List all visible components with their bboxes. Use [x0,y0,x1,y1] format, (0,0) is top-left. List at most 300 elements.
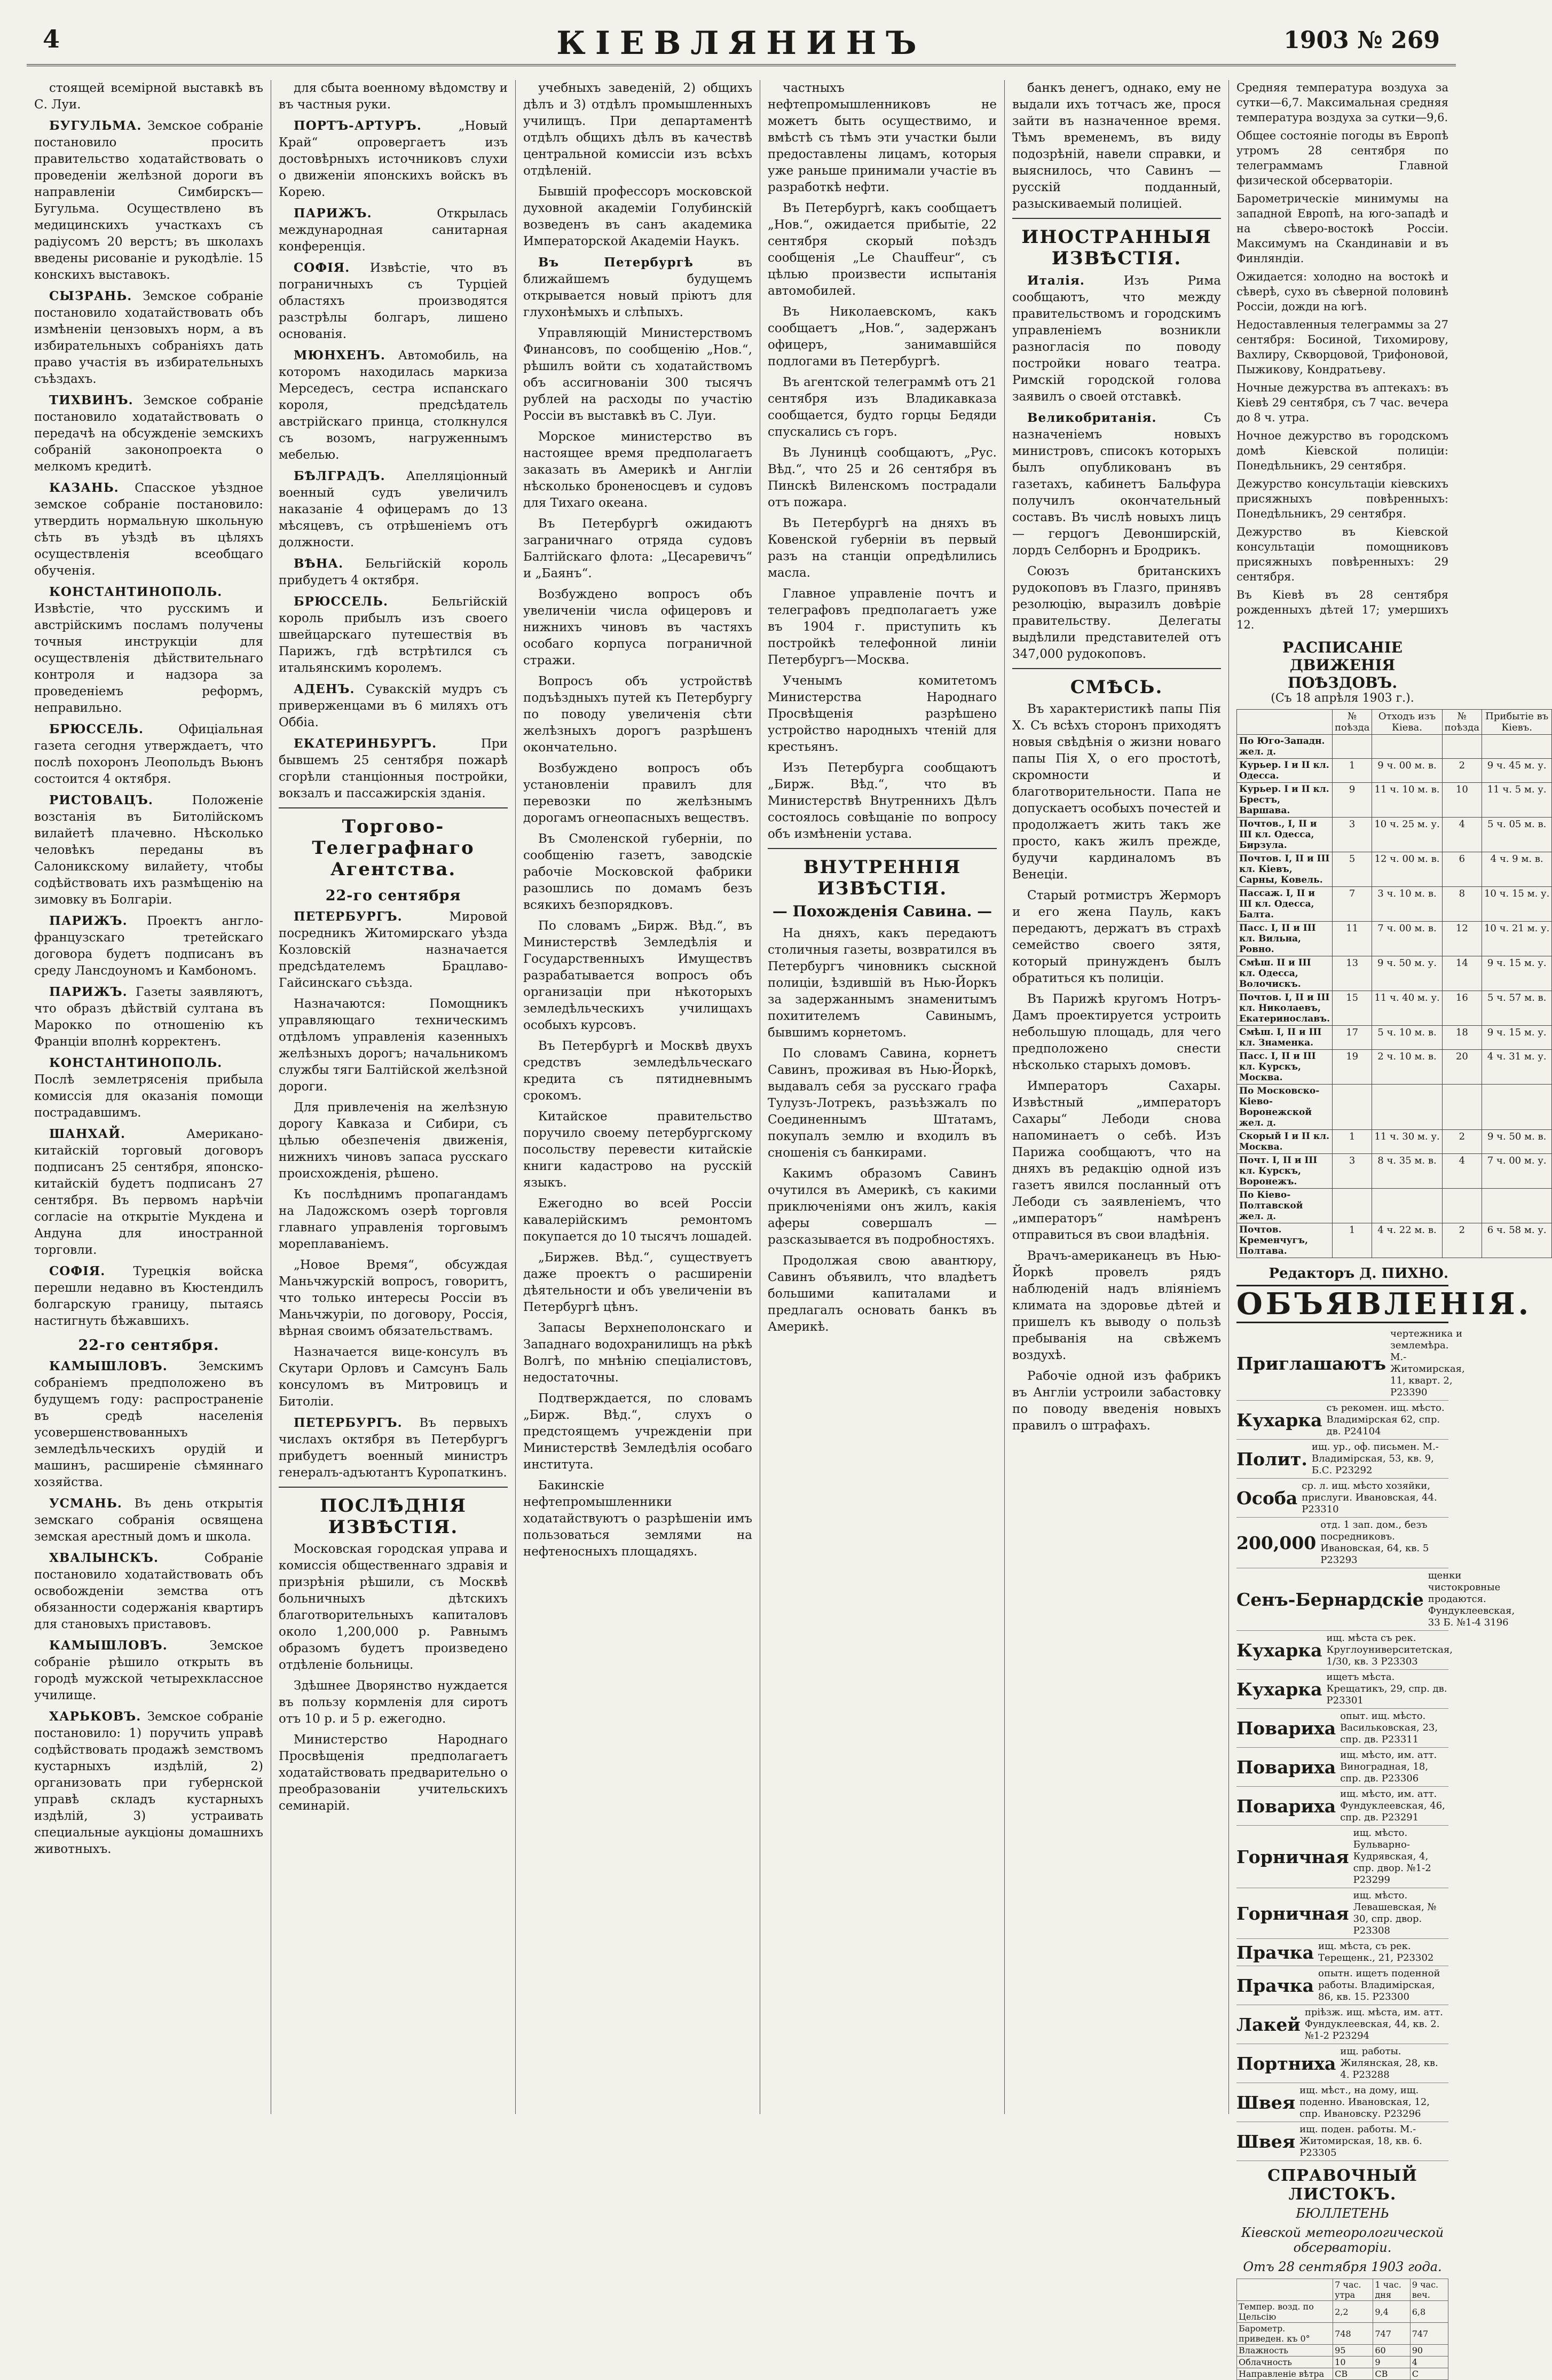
item-text: Бельгійскій король прибудетъ 4 октября. [279,557,508,587]
timetable-row [1237,1154,1552,1189]
news-item [279,996,508,1095]
news-item [279,1415,508,1481]
train-route: По Московско-Кіево-Воронежской жел. д. [1237,1085,1333,1130]
item-text: Сувакскій мудръ съ приверженцами въ 6 миляхъ отъ Оббіа. [279,682,508,729]
arrival-time: 10 ч. 21 м. у. [1482,922,1551,956]
weather-cell [1237,2279,1333,2301]
train-route: Пассаж. I, II и III кл. Одесса, Балта. [1237,887,1333,922]
column-6 [1229,80,1550,2379]
dateline: ШАНХАЙ. [49,1127,125,1141]
item-text: Спасское уѣздное земское собраніе постановило: утвердить нормальную школьную сѣть въ уѣздѣ въ цѣляхъ осуществленія всеобщаго обученія. [34,481,263,578]
news-item [34,1126,263,1259]
item-text: Собраніе постановило ходатайствовать объ освобожденіи земства отъ обязанности содержанія квартиръ для становыхъ приставовъ. [34,1551,263,1631]
news-item [523,918,752,1034]
train-route: Скорый I и II кл. Москва. [1237,1130,1333,1154]
item-text: Изъ Рима сообщаютъ, что между правительствомъ и городскимъ управленіемъ возникли разногласія по поводу постройки новаго театра. Римскій городской голова заявилъ о своей отставкѣ. [1012,274,1221,404]
dateline: ПАРИЖЪ. [294,206,372,221]
news-item [523,184,752,250]
news-item [768,586,997,669]
train-route: Пасс. I, II и III кл. Вильна, Ровно. [1237,922,1333,956]
train-number [1333,1189,1372,1223]
news-item [34,117,263,284]
item-text: Земское собраніе постановило просить правительство ходатайствовать о проведеніи желѣзной дороги въ направленіи Симбирскъ—Бугульма. Осуществлено въ медицинскихъ участкахъ съ радіусомъ 20 верстъ; въ школахъ введены рисованіе и рукодѣліе. 15 конскихъ выставокъ. [34,119,263,282]
ads-title: ОБЪЯВЛЕНІЯ. [1236,1285,1448,1323]
weather-cell: Влажность [1237,2345,1333,2357]
train-route: По Юго-Западн. жел. д. [1237,735,1333,759]
item-text: Земскимъ собраніемъ предположено въ будущемъ году: распространеніе въ средѣ населенія усовершенствованныхъ земледѣльческихъ орудій и машинъ, расширеніе сѣмяннаго хозяйства. [34,1360,263,1489]
news-item [523,831,752,914]
classified-ad [1236,2005,1448,2044]
departure-time [1372,1085,1442,1130]
ad-keyword: Швея [1236,2131,1296,2152]
item-text: Подтверждается, по словамъ „Бирж. Вѣд.“, слухъ о предстоящемъ учрежденіи при Министерствѣ Земледѣлія особаго института. [523,1392,752,1472]
arrival-time [1482,735,1551,759]
item-text: Изъ Петербурга сообщаютъ „Бирж. Вѣд.“, что въ Министерствѣ Внутреннихъ Дѣлъ состоялось совѣщаніе по вопросу объ измѣненіи устава. [768,761,997,841]
ad-keyword: 200,000 [1236,1532,1317,1553]
dateline: БѢЛГРАДЪ. [294,469,385,483]
train-route: Почт. I, II и III кл. Курскъ, Воронежъ. [1237,1154,1333,1189]
train-number: 5 [1333,852,1372,887]
info-note: Ожидается: холодно на востокѣ и сѣверѣ, сухо въ сѣверной половинѣ Россіи, дожди на югѣ. [1236,270,1448,313]
news-item [279,260,508,343]
item-text: Рабочіе одной изъ фабрикъ въ Англіи устроили забастовку по поводу введенія новыхъ правилъ о штрафахъ. [1012,1369,1221,1433]
dateline: БРЮССЕЛЬ. [294,594,389,609]
section-heading: ВНУТРЕННІЯ ИЗВѢСТІЯ. [803,857,962,899]
section-heading: ПОСЛѢДНІЯ ИЗВѢСТІЯ. [319,1495,467,1538]
departure-time: 11 ч. 40 м. у. [1372,991,1442,1026]
ad-text: ищ. мѣсто. Левашевская, № 30, спр. двор. Р23308 [1353,1890,1437,1936]
news-item [1012,1368,1221,1434]
item-text: Въ Смоленской губерніи, по сообщенію газетъ, заводскіе рабочіе Московской фабрики разошлись по домамъ безъ всякихъ безпорядковъ. [523,832,752,912]
timetable-header: № поѣзда [1442,710,1482,735]
ad-text: пріѣзж. ищ. мѣста, им. атт. Фундуклеевская, 44, кв. 2. №1-2 Р23294 [1304,2007,1443,2041]
item-text: Министерство Народнаго Просвѣщенія предполагаетъ ходатайствовать предварительно о преобразованіи учительскихъ семинарій. [279,1733,508,1813]
weather-row [1237,2323,1448,2345]
news-item [279,347,508,464]
dateline: СОФІЯ. [49,1264,106,1278]
train-number: 15 [1333,991,1372,1026]
news-item [1012,1078,1221,1244]
timetable-row [1237,1050,1552,1085]
ad-text: ищ. мѣсто, им. атт. Фундуклеевская, 46, спр. дв. Р23291 [1340,1788,1445,1823]
editor-line: Редакторъ Д. ПИХНО. [1269,1266,1448,1282]
column-1 [27,80,271,2114]
classified-ad [1236,1479,1448,1518]
dateline: Въ Петербургѣ [538,255,694,270]
section-rule [279,807,508,808]
classified-ad [1236,2122,1448,2161]
news-item [523,80,752,179]
ad-text: ищ. мѣста съ рек. Круглоуниверситетская, 1/30, кв. 3 Р23303 [1326,1632,1453,1667]
classified-ad [1236,1709,1448,1748]
train-number: 10 [1442,783,1482,818]
dateline: ПАРИЖЪ. [49,914,128,928]
weather-cell: 9 [1373,2357,1410,2368]
news-item [1012,272,1221,405]
ad-keyword: Портниха [1236,2053,1336,2074]
item-text: На дняхъ, какъ передаютъ столичныя газеты, возвратился въ Петербургъ чиновникъ сыскной полиціи, ѣздившій въ Нью-Йоркъ за задержаннымъ знаменитымъ похитителемъ Савинымъ, бывшимъ корнетомъ. [768,926,997,1040]
item-text: Въ Николаевскомъ, какъ сообщаетъ „Нов.“, задержанъ офицеръ, занимавшійся подлогами въ Петербургѣ. [768,305,997,368]
timetable-subtitle: (Съ 18 апрѣля 1903 г.). [1271,692,1414,705]
news-item [279,117,508,201]
ad-text: ищетъ мѣста. Крещатикъ, 29, спр. дв. Р23301 [1326,1671,1447,1706]
news-item [1012,887,1221,987]
item-text: Управляющій Министерствомъ Финансовъ, по сообщенію „Нов.“, рѣшилъ войти съ ходатайствомъ объ ассигнованіи 300 тысячъ рублей на расходы по участію Россіи въ выставкѣ въ С. Луи. [523,326,752,423]
news-item [34,288,263,388]
train-number: 8 [1442,887,1482,922]
news-item [34,480,263,579]
dateline: МЮНХЕНЪ. [294,348,385,363]
news-item [768,1253,997,1336]
item-text: Бывшій профессоръ московской духовной академіи Голубинскій возведенъ въ санъ академика Императорской Академіи Наукъ. [523,185,752,248]
timetable-row [1237,759,1552,783]
news-item [1012,1248,1221,1364]
weather-cell: СВ [1373,2368,1410,2380]
news-item [34,1708,263,1858]
train-route: Почтов. I, II и III кл. Николаевъ, Екатеринославъ. [1237,991,1333,1026]
item-text: Возбуждено вопросъ объ установленіи правилъ для перевозки по желѣзнымъ дорогамъ огнеопасныхъ веществъ. [523,761,752,825]
news-item [1012,80,1221,213]
ads-list [1236,1326,1515,2161]
news-item [768,925,997,1041]
item-text: „Новый Край“ опровергаетъ изъ достовѣрныхъ источниковъ слухи о движеніи японскихъ войскъ въ Корею. [279,119,508,199]
weather-row [1237,2279,1448,2301]
train-number: 17 [1333,1026,1372,1050]
arrival-time: 4 ч. 9 м. в. [1482,852,1551,887]
train-route: По Кіево-Полтавской жел. д. [1237,1189,1333,1223]
ad-text: ищ. поден. работы. М.-Житомирская, 18, кв. 6. Р23305 [1299,2124,1422,2158]
dateline: КАМЫШЛОВЪ. [49,1359,168,1373]
timetable-row [1237,852,1552,887]
train-number: 16 [1442,991,1482,1026]
ad-text: ищ. ур., оф. письмен. М.-Владимірская, 53, кв. 9, Б.С. Р23292 [1311,1441,1439,1476]
train-route: Смѣш. II и III кл. Одесса, Волочискъ. [1237,956,1333,991]
timetable-row [1237,922,1552,956]
dateline: КАЗАНЬ. [49,481,119,495]
item-text: Съ назначеніемъ новыхъ министровъ, списокъ которыхъ былъ опубликованъ въ газетахъ, кабинетъ Бальфура получилъ окончательный составъ. Въ числѣ новыхъ лицъ — герцогъ Девонширскій, лордъ Селборнъ и Брoдрикъ. [1012,411,1221,557]
ad-keyword: Повариха [1236,1795,1336,1817]
dateline: АДЕНЪ. [294,682,355,696]
train-route: Почтов. I, II и III кл. Кіевъ, Сарны, Ковель. [1237,852,1333,887]
item-text: Въ Петербургѣ ожидаютъ заграничнаго отряда судовъ Балтійскаго флота: „Цесаревичъ“ и „Баянъ“. [523,517,752,580]
train-number [1333,1085,1372,1130]
news-item [523,760,752,827]
weather-row [1237,2301,1448,2323]
ad-keyword: Полит. [1236,1448,1307,1470]
dateline: ПЕТЕРБУРГЪ. [294,1416,403,1430]
section-heading: СМѢСЬ. [1070,677,1163,698]
dateline: ЕКАТЕРИНБУРГЪ. [294,736,437,751]
dateline: КАМЫШЛОВЪ. [49,1638,168,1653]
weather-cell: 7 час. утра [1333,2279,1373,2301]
news-item [279,80,508,113]
item-text: Земское собраніе постановило ходатайствовать о передачѣ на обсужденіе земскихъ собраній законопроекта о мелкомъ кредитѣ. [34,394,263,474]
news-item [279,735,508,802]
section-heading: Торгово-Телеграфнаго Агентства. [312,816,475,880]
dateline: БРЮССЕЛЬ. [49,722,144,736]
train-number: 2 [1442,1130,1482,1154]
item-text: Извѣстіе, что русскимъ и австрійскимъ посламъ получены точныя инструкціи для осуществленія дѣйствительнаго контроля и надзора за проведеніемъ реформъ, неправильно. [34,602,263,715]
news-item [34,584,263,717]
info-note: Ночные дежурства въ аптекахъ: въ Кіевѣ 29 сентября, съ 7 час. вечера до 8 ч. утра. [1236,381,1448,424]
weather-cell: 60 [1373,2345,1410,2357]
item-text: Въ день открытія земскаго собранія освящена земская арестный домъ и школа. [34,1497,263,1544]
train-route: Почтов., I, II и III кл. Одесса, Бирзула. [1237,818,1333,852]
dateline: УСМАНЬ. [49,1496,122,1511]
item-text: Въ характеристикѣ папы Пія X. Съ всѣхъ сторонъ приходятъ новыя свѣдѣнія о жизни новаго папы Пія X, о его простотѣ, скромности и благотворительности. Папа не допускаетъ особыхъ почестей и продолжаетъ жить такъ же просто, какъ жилъ прежде, будучи кардиналомъ въ Венеціи. [1012,702,1221,882]
weather-row [1237,2345,1448,2357]
item-text: Старый ротмистръ Жерморъ и его жена Пауль, какъ передаютъ, держатъ въ страхѣ семейство своего зятя, который принужденъ былъ обратиться къ полиціи. [1012,889,1221,985]
timetable-row [1237,783,1552,818]
news-item [1012,410,1221,559]
dateline: ХАРЬКОВЪ. [49,1709,141,1724]
timetable-row [1237,887,1552,922]
arrival-time: 9 ч. 15 м. у. [1482,1026,1551,1050]
weather-cell: 747 [1410,2323,1448,2345]
news-item [34,984,263,1050]
info-note: Въ Кіевѣ въ 28 сентября рожденныхъ дѣтей 17; умершихъ 12. [1236,588,1448,631]
item-text: Въ агентской телеграммѣ отъ 21 сентября изъ Владикавказа сообщается, будто горцы Бедяди спускались съ горъ. [768,375,997,439]
news-item [279,681,508,731]
timetable-header: Отходъ изъ Кіева. [1372,710,1442,735]
page-number: 4 [43,25,60,53]
news-item [768,673,997,756]
item-text: Въ Петербургѣ, какъ сообщаетъ „Нов.“, ожидается прибытіе, 22 сентября скорый поѣздъ сообщенія „Le Chauffeur“, съ цѣлью произвести испытанія автомобилей. [768,201,997,298]
ad-text: опыт. ищ. мѣсто. Васильковская, 23, спр. дв. Р23311 [1340,1710,1438,1745]
item-text: Московская городская управа и комиссія общественнаго здравія и призрѣнія рѣшили, съ Москвѣ больничныхъ дѣтскихъ благотворительныхъ капиталовъ около 1,200,000 р. Равнымъ образомъ будетъ произведено отдѣленіе больницы. [279,1542,508,1672]
news-item [279,1257,508,1340]
ad-keyword: Лакей [1236,2014,1301,2035]
departure-time: 7 ч. 00 м. в. [1372,922,1442,956]
dateline: БУГУЛЬМА. [49,119,142,133]
arrival-time: 7 ч. 00 м. у. [1482,1154,1551,1189]
info-note: Дежурство въ Кіевской консультаціи помощниковъ присяжныхъ повѣренныхъ: 29 сентября. [1236,525,1448,583]
column-5 [1005,80,1229,2114]
classified-ad [1236,1670,1448,1709]
train-route: Курьер. I и II кл. Брестъ, Варшава. [1237,783,1333,818]
weather-cell: Облачность [1237,2357,1333,2368]
info-note: Ночное дежурство въ городскомъ домѣ Кіевской полиціи: Понедѣльникъ, 29 сентября. [1236,429,1448,472]
train-number: 1 [1333,759,1372,783]
item-text: По словамъ Савина, корнетъ Савинъ, проживая въ Нью-Йоркѣ, выдавалъ себя за русскаго графа Тулузъ-Лотрекъ, разъѣзжалъ по Соединеннымъ Штатамъ, покупалъ землю и входилъ въ сношенія съ банкирами. [768,1047,997,1160]
item-text: Бакинскіе нефтепромышленники ходатайствуютъ о разрѣшеніи имъ пользоваться землями на нефтеносныхъ площадяхъ. [523,1479,752,1559]
train-number: 1 [1333,1130,1372,1154]
date-heading: 22-го сентября [325,887,461,904]
news-item [523,254,752,321]
ad-keyword: Повариха [1236,1717,1336,1739]
dateline: ХВАЛЫНСКЪ. [49,1551,159,1565]
bulletin-title: БЮЛЛЕТЕНЬ [1296,2206,1389,2221]
weather-cell: 10 [1333,2357,1373,2368]
bulletin-date: Отъ 28 сентября 1903 года. [1243,2259,1442,2274]
item-text: По словамъ „Бирж. Вѣд.“, въ Министерствѣ Земледѣлія и Государственныхъ Имуществъ разрабатывается вопросъ объ организаціи при нѣкоторыхъ земледѣльческихъ училищахъ особыхъ курсовъ. [523,919,752,1032]
timetable-title: РАСПИСАНІЕ ДВИЖЕНІЯ ПОѢЗДОВЪ. [1282,639,1403,692]
dateline: ПАРИЖЪ. [49,985,128,999]
news-item [523,516,752,582]
ad-text: опытн. ищетъ поденной работы. Владимірская, 86, кв. 15. Р23300 [1318,1968,1440,2002]
news-item [523,1038,752,1104]
info-note: Барометрическіе минимумы на западной Европѣ, на юго-западѣ и на сѣверо-востокѣ Россіи. Максимумъ на Скандинавіи и въ Финляндіи. [1236,192,1448,265]
news-item [523,1391,752,1473]
train-number: 7 [1333,887,1372,922]
classified-ad [1236,2044,1448,2083]
item-text: Китайское правительство поручило своему петербургскому посольству перевести китайскіе книги кадастрово на русскій языкъ. [523,1110,752,1190]
item-text: Ежегодно во всей Россіи кавалерійскимъ ремонтомъ покупается до 10 тысячъ лошадей. [523,1197,752,1244]
news-item [279,1344,508,1410]
item-text: учебныхъ заведеній, 2) общихъ дѣлъ и 3) отдѣлъ промышленныхъ училищъ. При департаментѣ отдѣлъ общихъ дѣлъ въ качествѣ центральной комиссіи изъ всѣхъ отдѣленій. [523,81,752,178]
news-item [523,673,752,756]
item-text: Союзъ британскихъ рудокоповъ въ Глазго, принявъ резолюцію, выразилъ довѣріе правительству. Делегаты выдѣлили представителей отъ 347,000 рудокоповъ. [1012,564,1221,661]
item-text: Въ Петербургѣ на дняхъ въ Ковенской губерніи въ первый разъ на станціи опредѣлились масла. [768,516,997,580]
departure-time: 8 ч. 35 м. в. [1372,1154,1442,1189]
departure-time [1372,1189,1442,1223]
dateline: ВѢНА. [294,556,344,571]
section-rule [279,1487,508,1488]
weather-cell: 90 [1410,2345,1448,2357]
news-item [768,80,997,196]
departure-time: 11 ч. 10 м. в. [1372,783,1442,818]
train-number: 14 [1442,956,1482,991]
item-text: Врачъ-американецъ въ Нью-Йоркѣ провелъ рядъ наблюденій надъ вліяніемъ климата на здоровье дѣтей и пришелъ къ выводу о пользѣ пребыванія на свѣжемъ воздухѣ. [1012,1249,1221,1362]
dateline: Италія. [1027,273,1085,288]
dateline: ПОРТЪ-АРТУРЪ. [294,119,422,133]
item-text: въ ближайшемъ будущемъ открывается новый пріютъ для глухонѣмыхъ и слѣпыхъ. [523,256,753,319]
weather-table [1236,2279,1448,2380]
departure-time: 10 ч. 25 м. у. [1372,818,1442,852]
item-text: Офиціальная газета сегодня утверждаетъ, что послѣ похоронъ Леопольдъ Вьюнъ состоится 4 октября. [34,722,263,786]
dateline: СЫЗРАНЬ. [49,289,132,303]
train-number: 4 [1442,818,1482,852]
classified-ad [1236,1888,1448,1939]
item-text: частныхъ нефтепромышленниковъ не можетъ быть осуществимо, и вмѣстѣ съ тѣмъ эти участки были предоставлены лицамъ, которыя уже раньше принимали участіе въ разработкѣ нефти. [768,81,997,194]
news-item [523,1250,752,1316]
train-number: 3 [1333,818,1372,852]
departure-time: 5 ч. 10 м. в. [1372,1026,1442,1050]
news-item [523,1109,752,1191]
ad-keyword: Горничная [1236,1903,1349,1924]
news-item [279,908,508,992]
news-item [279,468,508,551]
news-item [768,1046,997,1161]
ad-keyword: Особа [1236,1487,1298,1509]
train-number: 13 [1333,956,1372,991]
departure-time: 3 ч. 10 м. в. [1372,887,1442,922]
departure-time: 4 ч. 22 м. в. [1372,1223,1442,1258]
ad-keyword: Повариха [1236,1756,1336,1778]
news-item [34,392,263,475]
item-text: Извѣстіе, что въ пограничныхъ съ Турціей областяхъ производятся разстрѣлы болгаръ, лишено основанія. [279,261,508,341]
classified-ad [1236,1631,1453,1670]
train-number: 20 [1442,1050,1482,1085]
dateline: ТИХВИНЪ. [49,393,133,407]
item-text: Возбуждено вопросъ объ увеличеніи числа офицеровъ и нижнихъ чиновъ въ частяхъ особаго корпуса пограничной стражи. [523,587,752,667]
arrival-time: 4 ч. 31 м. у. [1482,1050,1551,1085]
item-text: Апелляціонный военный судъ увеличилъ наказаніе 4 офицерамъ до 13 мѣсяцевъ, съ отрѣшеніемъ отъ должности. [279,469,508,549]
item-text: Мировой посредникъ Житомирскаго уѣзда Козловскій назначается предсѣдателемъ Брацлаво-Гайсинскаго съѣзда. [279,910,508,990]
departure-time: 11 ч. 30 м. у. [1372,1130,1442,1154]
news-item [768,374,997,441]
timetable-row [1237,1130,1552,1154]
arrival-time [1482,1085,1551,1130]
train-number: 19 [1333,1050,1372,1085]
train-timetable [1236,709,1552,1258]
news-item [1012,701,1221,883]
news-item [768,200,997,300]
item-text: Въ Лунинцѣ сообщаютъ, „Рус. Вѣд.“, что 25 и 26 сентября въ Пинскѣ Виленскомъ пострадали отъ пожара. [768,446,997,509]
weather-cell: 748 [1333,2323,1373,2345]
ad-keyword: Кухарка [1236,1678,1322,1700]
dateline: СОФІЯ. [294,261,350,275]
item-text: Для привлеченія на желѣзную дорогу Кавказа и Сибири, съ цѣлью обезпеченія движенія, нижнихъ чиновъ запаса русскаго происхожденія, рѣшено. [279,1101,508,1181]
weather-cell: 2,2 [1333,2301,1373,2323]
news-item [279,1187,508,1253]
observatory-name: Кіевской метеорологической обсерваторіи. [1241,2225,1444,2255]
news-item [768,515,997,582]
weather-cell: 9 час. веч. [1410,2279,1448,2301]
news-item [34,721,263,788]
item-text: Американо-китайскій торговый договоръ подписанъ 25 сентября, японско-китайскій будетъ подписанъ 27 сентября. Въ первомъ нарѣчіи согласіе на открытіе Мукдена и Андуна для иностранной торговли. [34,1127,263,1257]
classified-ad [1236,1518,1448,1568]
section-rule [1012,218,1221,219]
news-item [34,1263,263,1330]
news-item [34,913,263,979]
columns [27,80,1550,2379]
news-item [279,555,508,589]
train-number: 1 [1333,1223,1372,1258]
item-text: Земское собраніе постановило ходатайствовать объ измѣненіи цензовыхъ норм, а въ избирательныхъ собраніяхъ дать право участія въ избирательныхъ съѣздахъ. [34,289,264,386]
arrival-time: 6 ч. 58 м. у. [1482,1223,1551,1258]
item-text: Въ первыхъ числахъ октября въ Петербургъ прибудетъ военный министръ генералъ-адъютантъ Куропаткинъ. [279,1416,508,1480]
timetable-row [1237,1189,1552,1223]
news-item [34,1055,263,1121]
classified-ad [1236,1787,1448,1826]
timetable-row [1237,735,1552,759]
weather-cell: СВ [1333,2368,1373,2380]
item-text: Здѣшнее Дворянство нуждается въ пользу кормленія для сиротъ отъ 10 р. и 5 р. ежегодно. [279,1679,508,1726]
classified-ad [1236,1568,1515,1631]
news-item [34,1358,263,1491]
news-item [34,80,263,113]
news-item [34,1637,263,1704]
item-text: При бывшемъ 25 сентября пожарѣ сгорѣли станціонныя постройки, вокзалъ и пассажирскія зданія. [279,737,508,800]
item-text: Бельгійскій король прибылъ изъ своего швейцарскаго путешествія въ Парижъ, гдѣ встрѣтился съ итальянскимъ королемъ. [279,595,508,675]
column-4 [760,80,1005,2114]
classified-ad [1236,1826,1448,1888]
ad-keyword: Приглашаютъ [1236,1353,1386,1374]
item-text: „Биржев. Вѣд.“, существуетъ даже проектъ о расширеніи дѣятельности и объ увеличеніи въ Петербургѣ цѣнъ. [523,1251,752,1314]
weather-cell: 747 [1373,2323,1410,2345]
info-note: Средняя температура воздуха за сутки—6,7. Максимальная средняя температура воздуха за сутки—9,6. [1236,81,1448,124]
classified-ad [1236,2083,1448,2122]
train-number [1442,1189,1482,1223]
ad-text: ищ. работы. Жилянская, 28, кв. 4. Р23288 [1340,2046,1438,2080]
dateline: ПЕТЕРБУРГЪ. [294,909,403,924]
classified-ad [1236,1326,1465,1401]
item-text: Автомобиль, на которомъ находилась маркиза Мерседесъ, сестра испанскаго короля, предсѣдатель австрійскаго принца, столкнулся съ возомъ, нагруженнымъ мебелью. [279,349,508,462]
weather-cell: 6,8 [1410,2301,1448,2323]
weather-cell: 9,4 [1373,2301,1410,2323]
train-number: 4 [1442,1154,1482,1189]
weather-cell: С [1410,2368,1448,2380]
arrival-time: 10 ч. 15 м. у. [1482,887,1551,922]
item-text: Главное управленіе почтъ и телеграфовъ предполагаетъ уже въ 1904 г. приступить къ постройкѣ телефонной линіи Петербургъ—Москва. [768,587,997,667]
classified-ad [1236,1966,1448,2005]
arrival-time: 5 ч. 57 м. в. [1482,991,1551,1026]
news-item [279,1678,508,1727]
arrival-time [1482,1189,1551,1223]
ad-keyword: Кухарка [1236,1639,1322,1661]
info-note: Дежурство консультаціи кіевскихъ присяжныхъ повѣренныхъ: Понедѣльникъ, 29 сентября. [1236,477,1448,520]
